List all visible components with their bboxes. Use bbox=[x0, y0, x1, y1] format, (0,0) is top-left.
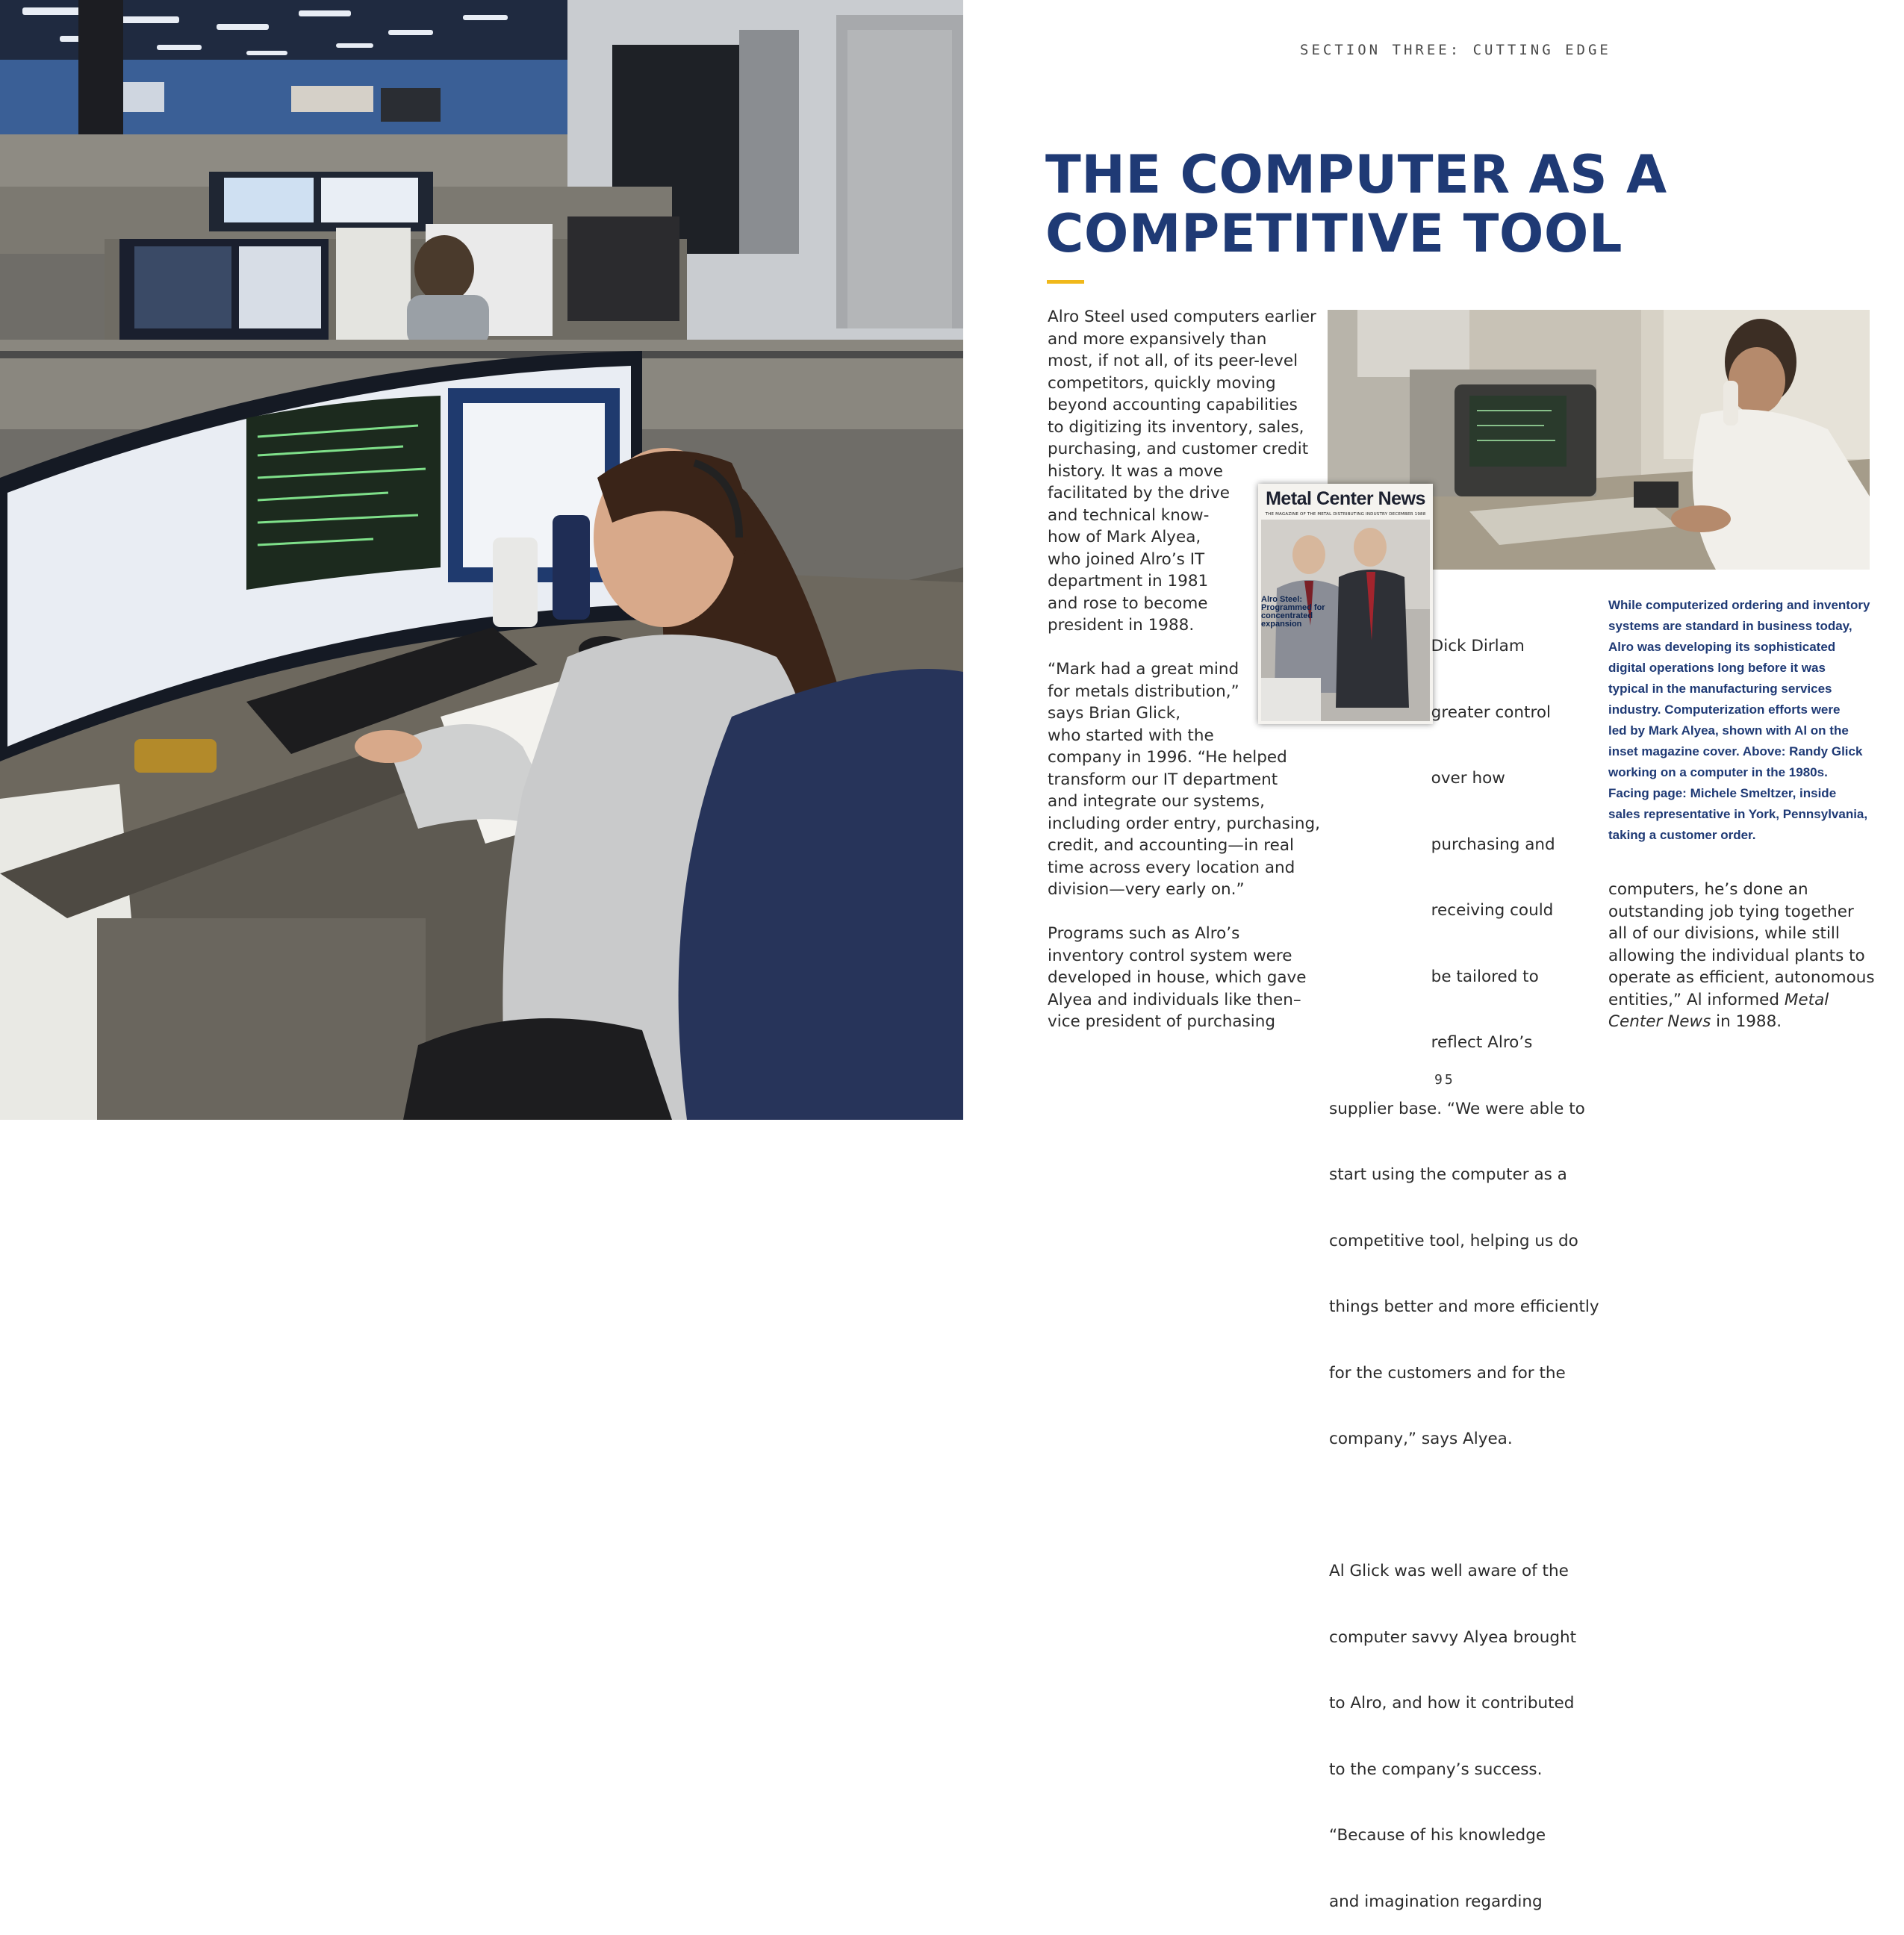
column-2-line: receiving could bbox=[1329, 901, 1554, 920]
column-2-line: to Alro, and how it contributed bbox=[1329, 1694, 1575, 1713]
column-2-line: greater control bbox=[1329, 702, 1551, 722]
publication-name-part-2: Center News bbox=[1608, 1012, 1711, 1031]
column-3-line-with-italic bbox=[1608, 989, 1875, 1012]
caption-line: Alro was developing its sophisticated bbox=[1608, 640, 1836, 654]
column-3-line: computers, he’s done an bbox=[1608, 880, 1808, 899]
headline-accent-rule bbox=[1047, 280, 1084, 284]
magazine-subtitle: THE MAGAZINE OF THE METAL DISTRIBUTING INDUSTRY DECEMBER 1988 bbox=[1265, 512, 1426, 517]
caption-line: While computerized ordering and inventory bbox=[1608, 598, 1870, 612]
column-3-text: in 1988. bbox=[1711, 1012, 1782, 1031]
headline-line-1: THE COMPUTER AS A bbox=[1045, 144, 1667, 205]
column-2-line: start using the computer as a bbox=[1329, 1165, 1567, 1184]
article-headline bbox=[1045, 146, 1829, 264]
magazine-title: Metal Center News bbox=[1266, 488, 1425, 509]
column-3-line: all of our divisions, while still bbox=[1608, 924, 1840, 943]
caption-line: led by Mark Alyea, shown with Al on the bbox=[1608, 723, 1849, 738]
column-1-line: inventory control system were bbox=[1048, 946, 1292, 965]
photo-caption bbox=[1608, 595, 1870, 846]
paragraph-gap bbox=[1048, 901, 1320, 923]
publication-name-part-1: Metal bbox=[1784, 990, 1829, 1009]
column-1-line: company in 1996. “He helped bbox=[1048, 748, 1287, 767]
column-1-line: including order entry, purchasing, bbox=[1048, 814, 1320, 833]
cover-line-2: Programmed for bbox=[1261, 603, 1325, 612]
column-1-line: and more expansively than bbox=[1048, 329, 1267, 349]
column-1-line: who joined Alro’s IT bbox=[1048, 549, 1205, 569]
caption-line: typical in the manufacturing services bbox=[1608, 682, 1832, 696]
caption-line: taking a customer order. bbox=[1608, 828, 1756, 842]
office-photo bbox=[0, 0, 963, 1120]
column-2-line: for the customers and for the bbox=[1329, 1363, 1566, 1383]
caption-line: digital operations long before it was bbox=[1608, 661, 1826, 675]
column-3-line: outstanding job tying together bbox=[1608, 902, 1854, 921]
column-1-line: says Brian Glick, bbox=[1048, 704, 1181, 723]
column-2-line: over how bbox=[1329, 769, 1505, 788]
column-1-line: division—very early on.” bbox=[1048, 880, 1245, 899]
column-1-line: department in 1981 bbox=[1048, 572, 1209, 591]
column-1-line: and integrate our systems, bbox=[1048, 792, 1265, 811]
caption-line: inset magazine cover. Above: Randy Glick bbox=[1608, 744, 1863, 758]
paragraph-gap bbox=[1048, 637, 1320, 659]
column-3-line: allowing the individual plants to bbox=[1608, 946, 1865, 965]
column-2-line: company,” says Alyea. bbox=[1329, 1430, 1513, 1448]
column-3-line-with-italic bbox=[1608, 1011, 1875, 1033]
caption-line: working on a computer in the 1980s. bbox=[1608, 765, 1828, 779]
column-2-line: computer savvy Alyea brought bbox=[1329, 1627, 1577, 1647]
column-1-line: beyond accounting capabilities bbox=[1048, 396, 1298, 414]
column-1-line: facilitated by the drive bbox=[1048, 484, 1230, 502]
column-3-text: entities,” Al informed bbox=[1608, 990, 1785, 1009]
body-column-2 bbox=[1329, 591, 1599, 1935]
column-1-line: and rose to become bbox=[1048, 593, 1208, 613]
column-1-line: Alyea and individuals like then– bbox=[1048, 990, 1301, 1009]
column-1-line: to digitizing its inventory, sales, bbox=[1048, 417, 1304, 437]
column-1-line: time across every location and bbox=[1048, 858, 1295, 877]
column-1-line: who started with the bbox=[1048, 726, 1214, 745]
body-column-1 bbox=[1048, 306, 1320, 1033]
page-number: 95 bbox=[1434, 1072, 1455, 1088]
caption-line: sales representative in York, Pennsylvania, bbox=[1608, 807, 1868, 821]
column-1-line: purchasing, and customer credit bbox=[1048, 440, 1309, 458]
cover-line-4: expansion bbox=[1261, 620, 1302, 629]
column-2-line: reflect Alro’s bbox=[1329, 1033, 1533, 1052]
column-1-line: transform our IT department bbox=[1048, 770, 1278, 789]
column-2-line: be tailored to bbox=[1329, 967, 1539, 986]
column-1-line: credit, and accounting—in real bbox=[1048, 836, 1294, 855]
column-1-line: vice president of purchasing bbox=[1048, 1012, 1276, 1031]
column-2-line: things better and more efficiently bbox=[1329, 1297, 1599, 1316]
column-2-line: competitive tool, helping us do bbox=[1329, 1231, 1578, 1250]
section-label: SECTION THREE: CUTTING EDGE bbox=[1300, 42, 1611, 58]
column-2-line: and imagination regarding bbox=[1329, 1892, 1543, 1911]
column-1-line: history. It was a move bbox=[1048, 461, 1224, 481]
column-2-line: purchasing and bbox=[1329, 835, 1555, 854]
column-2-line: to the company’s success. bbox=[1329, 1760, 1543, 1779]
column-3-line: operate as efficient, autonomous bbox=[1608, 968, 1875, 987]
caption-line: systems are standard in business today, bbox=[1608, 619, 1852, 633]
column-2-line: Dick Dirlam bbox=[1329, 637, 1525, 655]
body-column-3 bbox=[1608, 879, 1875, 1033]
column-2-line: supplier base. “We were able to bbox=[1329, 1099, 1585, 1118]
column-1-line: “Mark had a great mind bbox=[1048, 660, 1239, 679]
office-photo-illustration bbox=[0, 0, 963, 1120]
caption-line: Facing page: Michele Smeltzer, inside bbox=[1608, 786, 1837, 800]
column-1-line: how of Mark Alyea, bbox=[1048, 528, 1201, 546]
column-1-line: Alro Steel used computers earlier bbox=[1048, 308, 1316, 326]
column-1-line: and technical know- bbox=[1048, 505, 1210, 525]
column-2-line: “Because of his knowledge bbox=[1329, 1826, 1546, 1845]
cover-line-3: concentrated bbox=[1261, 611, 1313, 620]
column-1-line: competitors, quickly moving bbox=[1048, 373, 1276, 393]
paragraph-gap bbox=[1329, 1495, 1599, 1517]
headline-line-2: COMPETITIVE TOOL bbox=[1045, 203, 1623, 264]
column-1-line: for metals distribution,” bbox=[1048, 682, 1239, 701]
column-1-line: president in 1988. bbox=[1048, 616, 1195, 635]
column-1-line: Programs such as Alro’s bbox=[1048, 924, 1240, 943]
column-1-line: developed in house, which gave bbox=[1048, 968, 1307, 987]
column-1-line: most, if not all, of its peer-level bbox=[1048, 352, 1298, 370]
caption-line: industry. Computerization efforts were bbox=[1608, 702, 1841, 717]
column-2-line: Al Glick was well aware of the bbox=[1329, 1562, 1569, 1580]
cover-line-1: Alro Steel: bbox=[1261, 595, 1303, 604]
